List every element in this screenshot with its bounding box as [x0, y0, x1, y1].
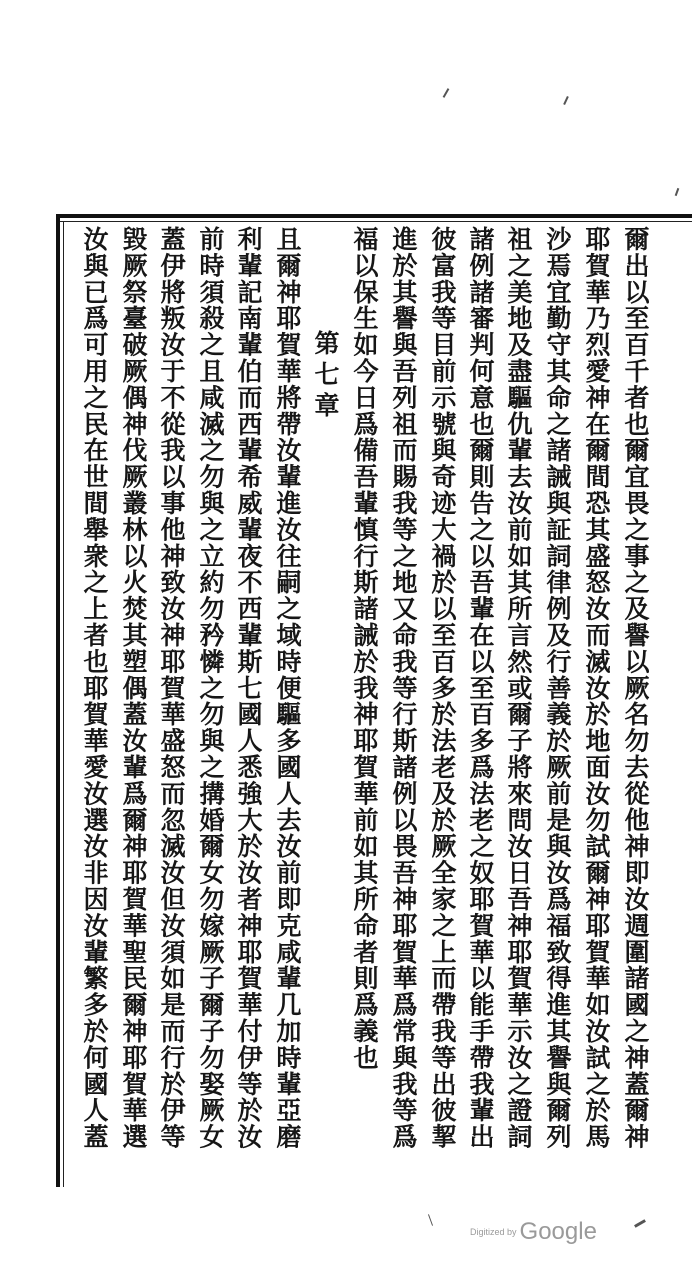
digitized-by-watermark: [470, 1218, 597, 1246]
page-border-top: [56, 214, 692, 218]
text-column-10: 利輩記南輩伯而西輩希威輩夜不西輩斯七國人悉強大於汝者神耶賀華付伊等於汝: [234, 226, 263, 1150]
scan-speck: [634, 1219, 646, 1228]
text-column-11: 前時須殺之且咸滅之勿與之立約勿矜憐之勿與之搆婚爾女勿嫁厥子爾子勿娶厥女: [196, 226, 225, 1150]
scan-speck: [675, 188, 680, 196]
text-column-12: 蓋伊將叛汝于不從我以事他神致汝神耶賀華盛怒而忽滅汝但汝須如是而行於伊等: [157, 226, 186, 1150]
chapter-heading: 第七章: [311, 330, 340, 423]
text-column-6: 彼富我等目前示號與奇迹大禍於以至百多於法老及於厥全家之上而帶我等出彼挈: [428, 226, 457, 1150]
digitized-by-label: Digitized by: [470, 1227, 517, 1237]
scan-speck: [428, 1214, 433, 1226]
text-column-4: 祖之美地及盡驅仇輩去汝前如其所言然或爾子將來問汝日吾神耶賀華示汝之證詞: [504, 226, 533, 1150]
text-column-5: 諸例諸審判何意也爾則告之以吾輩在以至百多爲法老之奴耶賀華以能手帶我輩出: [466, 226, 495, 1150]
page-border-top-inner: [56, 221, 692, 222]
text-column-3: 沙焉宜勤守其命之諸誡與証詞律例及行善義於厥前是與汝爲福致得進其譽與爾列: [543, 226, 572, 1150]
text-column-7: 進於其譽與吾列祖而賜我等之地又命我等行斯諸例以畏吾神耶賀華爲常與我等爲: [389, 226, 418, 1150]
text-column-13: 毀厥祭臺破厥偶神伐厥叢林以火焚其塑偶蓋汝輩爲爾神耶賀華聖民爾神耶賀華選: [119, 226, 148, 1150]
text-column-2: 耶賀華乃烈愛神在爾間恐其盛怒汝而滅汝於地面汝勿試爾神耶賀華如汝試之於馬: [582, 226, 611, 1150]
text-column-14: 汝與已爲可用之民在世間舉衆之上者也耶賀華愛汝選汝非因汝輩繁多於何國人蓋: [80, 226, 109, 1150]
page-border-left: [56, 214, 60, 1187]
text-column-9: 且爾神耶賀華將帶汝輩進汝往嗣之域時便驅多國人去汝前即克咸輩几加時輩亞磨: [273, 226, 302, 1150]
scan-speck: [563, 96, 569, 105]
text-column-8: 福以保生如今日爲備吾輩慎行斯諸誡於我神耶賀華前如其所命者則爲義也: [350, 226, 379, 1071]
google-wordmark: Google: [519, 1218, 597, 1245]
page-border-left-inner: [63, 221, 64, 1187]
text-column-1: 爾出以至百千者也爾宜畏之事之及譽以厥名勿去從他神即汝週圍諸國之神蓋爾神: [621, 226, 650, 1150]
scan-speck: [443, 88, 450, 98]
